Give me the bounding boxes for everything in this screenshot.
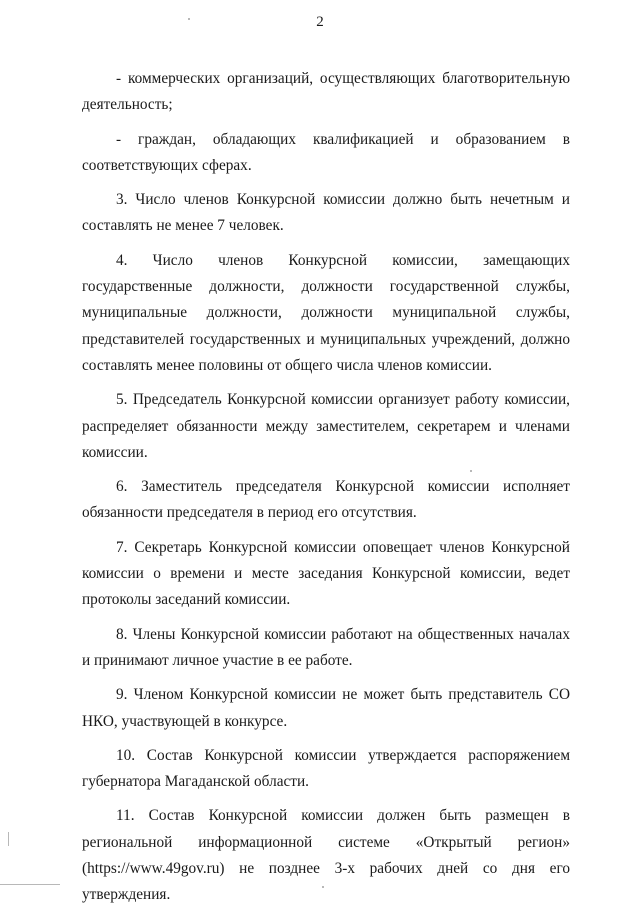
paragraph-11: 11. Состав Конкурсной комиссии должен быть размещен в региональной информационной системе «Открытый регион» (https://www.49gov.ru) не позднее 3-х рабочих дней со дня его утверждения. (82, 807, 570, 904)
page-number: 2 (316, 14, 324, 30)
paragraph-10: 10. Состав Конкурсной комиссии утверждается распоряжением губернатора Магаданской области. (82, 746, 570, 791)
scan-speck (322, 886, 324, 888)
paragraph-5: 5. Председатель Конкурсной комиссии организует работу комиссии, распределяет обязанности между заместителем, секретарем и членами комиссии. (82, 391, 570, 461)
paragraph-list-item-2: - граждан, обладающих квалификацией и образованием в соответствующих сферах. (82, 130, 570, 174)
paragraph-6: 6. Заместитель председателя Конкурсной комиссии исполняет обязанности председателя в период его отсутствия. (82, 478, 570, 522)
paragraph-list-item-1: - коммерческих организаций, осуществляющих благотворительную деятельность; (82, 70, 570, 114)
paragraph-7: 7. Секретарь Конкурсной комиссии оповещает членов Конкурсной комиссии о времени и месте заседания Конкурсной комиссии, ведет протоколы заседаний комиссии. (82, 538, 570, 609)
document-body (82, 66, 570, 917)
scan-speck (188, 18, 190, 20)
scan-speck (8, 832, 9, 846)
scan-speck (0, 884, 60, 885)
paragraph-8: 8. Члены Конкурсной комиссии работают на общественных началах и принимают личное участие в ее работе. (82, 625, 570, 669)
scan-speck (470, 470, 472, 472)
paragraph-4: 4. Число членов Конкурсной комиссии, замещающих государственные должности, должности государственной службы, муниципальные должности, должности муниципальной службы, представителей государственных и муниципальных учреждений, должно составлять менее половины от общего числа членов комиссии. (82, 251, 570, 374)
paragraph-9: 9. Членом Конкурсной комиссии не может быть представитель СО НКО, участвующей в конкурсе. (82, 686, 570, 730)
paragraph-3: 3. Число членов Конкурсной комиссии должно быть нечетным и составлять не менее 7 человек. (82, 191, 570, 235)
